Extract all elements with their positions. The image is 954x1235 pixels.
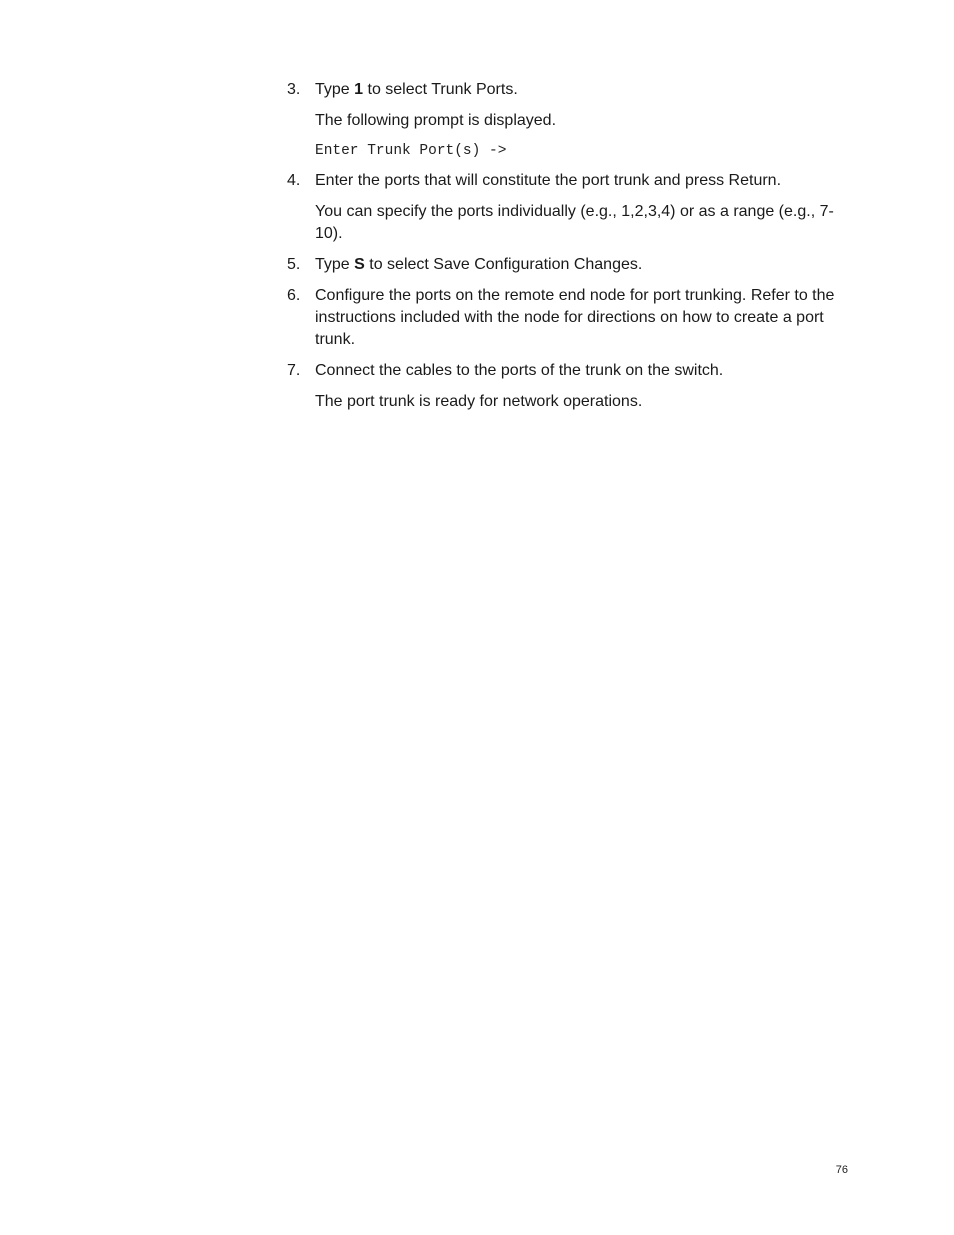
step-text-post: to select Save Configuration Changes. bbox=[364, 256, 643, 273]
step-3 bbox=[287, 79, 857, 161]
step-4 bbox=[287, 170, 857, 245]
page-number: 76 bbox=[835, 1164, 848, 1176]
step-text bbox=[315, 79, 857, 101]
step-text: Configure the ports on the remote end node for port trunking. Refer to the instructions included with the node for directions on how to create a port trunk. bbox=[315, 287, 835, 348]
step-note: You can specify the ports individually (e.g., 1,2,3,4) or as a range (e.g., 7-10). bbox=[315, 203, 834, 242]
step-number: 3. bbox=[287, 81, 301, 98]
step-text: Connect the cables to the ports of the trunk on the switch. bbox=[315, 362, 724, 379]
step-text-pre: Type bbox=[315, 81, 355, 98]
step-7 bbox=[287, 360, 857, 413]
prompt-code: Enter Trunk Port(s) -> bbox=[315, 143, 507, 159]
step-number: 4. bbox=[287, 172, 301, 189]
step-number: 6. bbox=[287, 287, 301, 304]
step-note: The port trunk is ready for network operations. bbox=[315, 393, 643, 410]
step-text-pre: Type bbox=[315, 256, 355, 273]
step-number: 7. bbox=[287, 362, 301, 379]
step-5 bbox=[287, 254, 857, 276]
step-text bbox=[315, 254, 857, 276]
step-6 bbox=[287, 285, 857, 351]
step-text: Enter the ports that will constitute the port trunk and press Return. bbox=[315, 172, 782, 189]
step-key: 1 bbox=[354, 81, 364, 98]
step-note: The following prompt is displayed. bbox=[315, 112, 557, 129]
step-text-post: to select Trunk Ports. bbox=[363, 81, 518, 98]
step-key: S bbox=[354, 256, 365, 273]
step-number: 5. bbox=[287, 256, 301, 273]
procedure-steps bbox=[287, 79, 857, 422]
